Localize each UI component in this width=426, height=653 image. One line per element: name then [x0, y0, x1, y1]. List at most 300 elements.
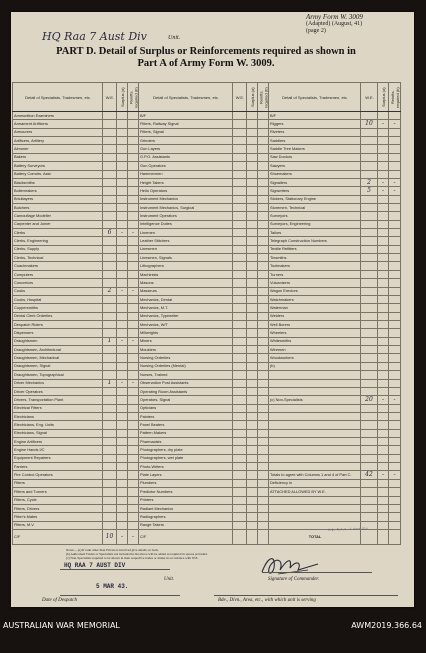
we-value	[233, 446, 247, 454]
we-value	[361, 387, 378, 395]
reinf-value	[389, 521, 401, 529]
row-label: Farriers	[13, 463, 103, 471]
surplus-value	[378, 521, 389, 529]
row-label: Well Borers	[269, 320, 361, 328]
surplus-value	[117, 362, 128, 370]
reinf-value	[128, 463, 139, 471]
row-label: Almoner	[13, 145, 103, 153]
surplus-value	[117, 387, 128, 395]
row-label: Grinders	[139, 137, 233, 145]
credit-bar	[0, 612, 426, 653]
surplus-value	[247, 329, 258, 337]
we-value	[233, 212, 247, 220]
row-label	[269, 429, 361, 437]
surplus-value	[117, 245, 128, 253]
we-value: 20	[361, 396, 378, 404]
reinf-value	[128, 162, 139, 170]
we-value	[103, 145, 117, 153]
surplus-value	[378, 270, 389, 278]
row-label: Surveyors	[269, 212, 361, 220]
we-value	[233, 237, 247, 245]
surplus-value	[247, 203, 258, 211]
we-value	[361, 254, 378, 262]
table-row	[13, 488, 401, 496]
row-label: Mechanics, W/T	[139, 320, 233, 328]
surplus-value	[378, 195, 389, 203]
row-label	[269, 496, 361, 504]
row-label: Photographers, dry plate	[139, 446, 233, 454]
row-label: Predictor Numbers	[139, 488, 233, 496]
we-value	[233, 521, 247, 529]
table-row	[13, 279, 401, 287]
we-value	[103, 438, 117, 446]
surplus-value	[378, 295, 389, 303]
row-label: Saw Doctors	[269, 153, 361, 161]
we-value	[103, 212, 117, 220]
row-label: Operating Room Assistants	[139, 387, 233, 395]
row-label: Battery Comdrs. Asst.	[13, 170, 103, 178]
reinf-value	[258, 412, 269, 420]
surplus-value	[247, 153, 258, 161]
row-label: Coppersmiths	[13, 304, 103, 312]
reinf-value	[128, 354, 139, 362]
we-value	[233, 254, 247, 262]
row-label: Radiant Mechanics	[139, 504, 233, 512]
reinf-value	[258, 379, 269, 387]
col-header-surplus: Surplus (a)	[378, 83, 389, 112]
reinf-value	[258, 479, 269, 487]
we-value	[233, 320, 247, 328]
reinf-value	[128, 513, 139, 521]
we-value	[233, 346, 247, 354]
table-row	[13, 287, 401, 295]
surplus-value	[247, 513, 258, 521]
table-row	[13, 178, 401, 186]
we-value	[361, 304, 378, 312]
reinf-value	[389, 337, 401, 345]
we-value	[103, 254, 117, 262]
row-label	[269, 446, 361, 454]
row-label: Butchers	[13, 203, 103, 211]
row-label: Bricklayers	[13, 195, 103, 203]
table-row	[13, 429, 401, 437]
surplus-value	[247, 337, 258, 345]
row-label: Fitters, Railway Signal	[139, 120, 233, 128]
table-row	[13, 421, 401, 429]
reinf-value	[389, 295, 401, 303]
surplus-value	[117, 329, 128, 337]
reinf-value	[389, 304, 401, 312]
reinf-value	[258, 504, 269, 512]
col-header-surplus: Surplus (a)	[247, 83, 258, 112]
surplus-value	[117, 421, 128, 429]
surplus-value	[117, 153, 128, 161]
surplus-value	[117, 220, 128, 228]
we-value	[103, 396, 117, 404]
row-label: Dispensers	[13, 329, 103, 337]
part-title-line1: PART D. Detail of Surplus or Reinforcements required as shown in	[56, 46, 356, 57]
row-label: Leather Stitchers	[139, 237, 233, 245]
row-label: Miners	[139, 337, 233, 345]
we-value	[103, 429, 117, 437]
row-label: Linesmen, Signals	[139, 254, 233, 262]
reinf-value	[389, 421, 401, 429]
row-label: Waterman	[269, 304, 361, 312]
reinf-value	[128, 178, 139, 186]
we-value	[233, 354, 247, 362]
surplus-value	[378, 128, 389, 136]
reinf-value	[258, 354, 269, 362]
reinf-value	[258, 137, 269, 145]
cf-empty	[258, 529, 269, 544]
table-row	[13, 304, 401, 312]
we-value	[361, 320, 378, 328]
row-label	[269, 404, 361, 412]
reinf-value	[128, 112, 139, 120]
row-label: Telegraph Construction Numbers	[269, 237, 361, 245]
we-value	[361, 412, 378, 420]
reinf-value: -	[389, 471, 401, 479]
row-label: Drivers, Transportation Plant	[13, 396, 103, 404]
reinf-value	[128, 304, 139, 312]
row-label: Pharmacists	[139, 438, 233, 446]
reinf-value	[389, 429, 401, 437]
we-value	[361, 488, 378, 496]
row-label: Draughtsmen, Signal	[13, 362, 103, 370]
table-row	[13, 346, 401, 354]
reinf-value	[258, 295, 269, 303]
we-value	[361, 212, 378, 220]
we-value	[233, 429, 247, 437]
row-label: Ammunition Examiners	[13, 112, 103, 120]
table-row	[13, 479, 401, 487]
row-label	[269, 387, 361, 395]
row-label: Fitters	[13, 479, 103, 487]
surplus-value	[378, 337, 389, 345]
surplus-value: -	[117, 287, 128, 295]
row-label	[269, 438, 361, 446]
row-label: Totals to agree with Columns 1 and 4 of Part C.	[269, 471, 361, 479]
row-label: Driver Operators	[13, 387, 103, 395]
we-value	[103, 496, 117, 504]
we-value	[361, 371, 378, 379]
row-label	[269, 379, 361, 387]
we-value	[103, 454, 117, 462]
we-value	[361, 479, 378, 487]
row-label: Carpenter and Joiner	[13, 220, 103, 228]
we-value	[103, 178, 117, 186]
col-header-we: W.E.	[103, 83, 117, 112]
row-label: Deficiency in	[269, 479, 361, 487]
commander-signature	[258, 550, 328, 580]
surplus-value	[378, 371, 389, 379]
reinf-value	[128, 120, 139, 128]
we-value	[103, 203, 117, 211]
reinf-value	[389, 454, 401, 462]
we-value	[103, 362, 117, 370]
col-header-reinf: Reinfts. required (b)	[128, 83, 139, 112]
row-label: Sawyers	[269, 162, 361, 170]
total-label: TOTAL	[269, 529, 361, 544]
surplus-value	[117, 412, 128, 420]
row-label: Photographers, wet plate	[139, 454, 233, 462]
table-row	[13, 513, 401, 521]
we-value	[233, 362, 247, 370]
row-label: Saddlers	[269, 137, 361, 145]
surplus-value	[247, 346, 258, 354]
we-value	[361, 137, 378, 145]
surplus-value	[378, 346, 389, 354]
surplus-value	[378, 329, 389, 337]
table-row	[13, 504, 401, 512]
note-b: (b) Authorised Trades or Specialists not included in list above will be added as required in spaces provided.	[66, 552, 208, 556]
reinf-value	[128, 195, 139, 203]
row-label: B/F	[269, 112, 361, 120]
total-empty	[378, 529, 389, 544]
we-value	[233, 295, 247, 303]
row-label: Opticians	[139, 404, 233, 412]
row-label: Engine Artificers	[13, 438, 103, 446]
we-value	[233, 178, 247, 186]
we-value	[233, 162, 247, 170]
row-label: Watchmakers	[269, 295, 361, 303]
we-value	[233, 496, 247, 504]
we-value	[103, 237, 117, 245]
row-label	[269, 504, 361, 512]
reinf-value	[258, 337, 269, 345]
table-row	[13, 312, 401, 320]
row-label: Linesmen	[139, 245, 233, 253]
reinf-value	[128, 262, 139, 270]
surplus-value	[247, 371, 258, 379]
row-label: Electricians	[13, 412, 103, 420]
we-value	[361, 362, 378, 370]
row-label: ATTACHED ALLOWED BY W.E.	[269, 488, 361, 496]
reinf-value: -	[128, 379, 139, 387]
reinf-value	[258, 187, 269, 195]
row-label: B/F	[139, 112, 233, 120]
row-label: Masseurs	[139, 287, 233, 295]
table-row	[13, 496, 401, 504]
we-value	[103, 320, 117, 328]
surplus-value	[117, 178, 128, 186]
table-row	[13, 295, 401, 303]
surplus-value	[117, 203, 128, 211]
we-value	[103, 153, 117, 161]
we-value	[361, 421, 378, 429]
surplus-value	[378, 304, 389, 312]
row-label: Dental Clerk Orderlies	[13, 312, 103, 320]
cf-reinf: -	[128, 529, 139, 544]
reinf-value	[389, 270, 401, 278]
row-label	[269, 421, 361, 429]
unit-word: Unit.	[168, 35, 181, 41]
table-row	[13, 471, 401, 479]
surplus-value	[117, 346, 128, 354]
reinf-value: -	[128, 287, 139, 295]
row-label: Welders	[269, 312, 361, 320]
surplus-value: -	[378, 471, 389, 479]
surplus-value	[117, 145, 128, 153]
we-value	[103, 404, 117, 412]
surplus-value	[378, 312, 389, 320]
we-value: 10	[361, 120, 378, 128]
surplus-value	[117, 262, 128, 270]
table-row	[13, 187, 401, 195]
surplus-value	[247, 212, 258, 220]
surplus-value: -	[117, 337, 128, 345]
reinf-value	[258, 446, 269, 454]
we-value	[103, 346, 117, 354]
reinf-value	[258, 212, 269, 220]
surplus-value	[247, 162, 258, 170]
row-label: Instrument Operators	[139, 212, 233, 220]
surplus-value	[378, 504, 389, 512]
surplus-value	[247, 354, 258, 362]
reinf-value	[389, 379, 401, 387]
surplus-value	[378, 479, 389, 487]
we-value	[233, 513, 247, 521]
surplus-value	[117, 162, 128, 170]
reinf-value	[258, 237, 269, 245]
we-value	[361, 496, 378, 504]
surplus-value	[378, 203, 389, 211]
surplus-value	[378, 220, 389, 228]
row-label: Observation Post Assistants	[139, 379, 233, 387]
row-label: Camouflage Modeller	[13, 212, 103, 220]
we-value	[233, 120, 247, 128]
reinf-value	[389, 229, 401, 237]
we-value	[361, 504, 378, 512]
surplus-value	[117, 404, 128, 412]
surplus-value	[117, 312, 128, 320]
we-value	[233, 279, 247, 287]
reinf-value	[128, 329, 139, 337]
reinf-value	[128, 488, 139, 496]
form-page-number: (page 2)	[306, 28, 326, 34]
row-label: Fitters, M.V.	[13, 521, 103, 529]
table-row	[13, 254, 401, 262]
we-value	[103, 170, 117, 178]
row-label: Photo-Writers	[139, 463, 233, 471]
reinf-value	[128, 479, 139, 487]
reinf-value	[128, 429, 139, 437]
we-value	[233, 203, 247, 211]
reinf-value	[258, 396, 269, 404]
we-value	[233, 128, 247, 136]
table-row	[13, 454, 401, 462]
cf-we: 10	[103, 529, 117, 544]
note-c: (c) Non-Specialists required to be shown in their respective trades or duties in accordance with W.E.	[66, 556, 199, 560]
row-label: Mechanics, M.T.	[139, 304, 233, 312]
reinf-value	[389, 446, 401, 454]
reinf-value	[258, 195, 269, 203]
row-label: Hammermen	[139, 170, 233, 178]
we-value	[361, 195, 378, 203]
we-value	[233, 471, 247, 479]
row-label: Textile Refitters	[269, 245, 361, 253]
surplus-value	[247, 304, 258, 312]
we-value	[233, 112, 247, 120]
row-label: Draughtsmen, Topographical	[13, 371, 103, 379]
row-label: Coachmakers	[13, 262, 103, 270]
we-value	[361, 229, 378, 237]
surplus-value	[378, 429, 389, 437]
cf-label-2: C/F	[139, 529, 233, 544]
surplus-value	[247, 112, 258, 120]
surplus-value	[117, 320, 128, 328]
surplus-value	[117, 354, 128, 362]
reinf-value	[389, 412, 401, 420]
table-row	[13, 463, 401, 471]
row-label: Instrument Mechanics, Surgical	[139, 203, 233, 211]
row-label: Stokers, Stationary Engine	[269, 195, 361, 203]
row-label: Clerks	[13, 229, 103, 237]
surplus-value	[247, 521, 258, 529]
surplus-value	[247, 170, 258, 178]
surplus-value	[117, 270, 128, 278]
reinf-value	[389, 112, 401, 120]
reinf-value	[258, 471, 269, 479]
surplus-value	[378, 137, 389, 145]
we-value	[361, 438, 378, 446]
surplus-value	[117, 187, 128, 195]
surplus-value	[247, 262, 258, 270]
surplus-value	[247, 404, 258, 412]
cf-surplus: -	[117, 529, 128, 544]
we-value	[103, 354, 117, 362]
surplus-value	[247, 504, 258, 512]
row-label: Armourers	[13, 128, 103, 136]
credit-right: AWM2019.366.64	[351, 621, 422, 630]
surplus-value	[247, 220, 258, 228]
surplus-value	[117, 446, 128, 454]
reinf-value	[128, 145, 139, 153]
row-label: Nursing Orderlies	[139, 354, 233, 362]
surplus-value	[378, 229, 389, 237]
we-value	[233, 229, 247, 237]
we-value	[233, 153, 247, 161]
we-value	[233, 479, 247, 487]
reinf-value	[128, 421, 139, 429]
surplus-value	[117, 471, 128, 479]
we-value	[103, 245, 117, 253]
surplus-value	[247, 446, 258, 454]
reinf-value	[128, 254, 139, 262]
col-header-reinf: Reinfts. required (b)	[389, 83, 401, 112]
surplus-value	[117, 237, 128, 245]
we-value	[233, 454, 247, 462]
surplus-value	[117, 254, 128, 262]
col-header-surplus: Surplus (a)	[117, 83, 128, 112]
row-label: Helio Operators	[139, 187, 233, 195]
surplus-value	[378, 496, 389, 504]
we-value	[361, 379, 378, 387]
form-reference	[306, 14, 363, 35]
we-value	[103, 488, 117, 496]
table-row	[13, 404, 401, 412]
we-value	[361, 203, 378, 211]
row-label: Whitesmiths	[269, 337, 361, 345]
we-value: 5	[361, 187, 378, 195]
despatch-label: Date of Despatch	[42, 598, 77, 603]
reinf-value	[128, 170, 139, 178]
specialists-table	[12, 82, 401, 545]
reinf-value	[128, 454, 139, 462]
row-label: Machinists	[139, 270, 233, 278]
row-label: Shoemakers	[269, 170, 361, 178]
we-value	[361, 237, 378, 245]
